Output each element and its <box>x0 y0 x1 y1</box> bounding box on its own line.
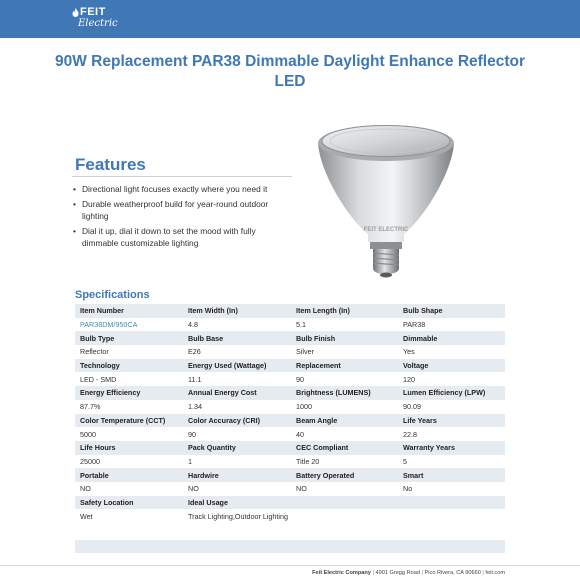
spec-label <box>291 496 398 510</box>
feature-item: • Dial it up, dial it down to set the mood with fully dimmable customizable lighting <box>72 225 292 249</box>
spec-value: Reflector <box>75 345 183 359</box>
spec-value-row <box>75 372 505 386</box>
spec-label: Item Length (In) <box>291 304 398 318</box>
spec-value: 5.1 <box>291 318 398 332</box>
specifications-table <box>75 304 505 553</box>
feature-item: • Durable weatherproof build for year-round outdoor lighting <box>72 198 292 222</box>
spec-value: 1.34 <box>183 400 291 414</box>
spec-value: NO <box>75 482 183 496</box>
item-number-link[interactable]: PAR38DM/950CA <box>75 318 183 332</box>
spec-label: Portable <box>75 468 183 482</box>
spec-value-row <box>75 318 505 332</box>
spec-label-row <box>75 359 505 373</box>
flame-icon <box>72 8 79 17</box>
spec-label-row <box>75 304 505 318</box>
spec-label: Annual Energy Cost <box>183 386 291 400</box>
spec-label: Battery Operated <box>291 468 398 482</box>
spec-value <box>398 509 505 540</box>
spec-value-row <box>75 400 505 414</box>
spec-value: 40 <box>291 427 398 441</box>
spec-value: LED - SMD <box>75 372 183 386</box>
spec-value: 1000 <box>291 400 398 414</box>
spec-label: Technology <box>75 359 183 373</box>
spec-value: PAR38 <box>398 318 505 332</box>
spec-label-row <box>75 441 505 455</box>
spec-label-row <box>75 386 505 400</box>
bulb-brand-mark: FEIT ELECTRIC <box>363 227 409 233</box>
spec-value: 25000 <box>75 455 183 469</box>
product-title: 90W Replacement PAR38 Dimmable Daylight Enhance Reflector LED <box>54 53 526 90</box>
spec-label: Life Hours <box>75 441 183 455</box>
features-heading: Features <box>75 155 146 174</box>
spec-label-row <box>75 414 505 428</box>
spec-value: No <box>398 482 505 496</box>
spec-label: Voltage <box>398 359 505 373</box>
spec-label: Life Years <box>398 414 505 428</box>
spec-value-row <box>75 345 505 359</box>
spec-label: CEC Compliant <box>291 441 398 455</box>
spec-label: Energy Used (Wattage) <box>183 359 291 373</box>
footer-divider <box>0 565 580 566</box>
spec-value: 4.8 <box>183 318 291 332</box>
spec-value <box>291 509 398 540</box>
spec-label: Color Accuracy (CRI) <box>183 414 291 428</box>
spec-value: E26 <box>183 345 291 359</box>
spec-value-row <box>75 509 505 540</box>
spec-label: Bulb Type <box>75 331 183 345</box>
spec-label: Dimmable <box>398 331 505 345</box>
spec-value-row <box>75 482 505 496</box>
footer-company: Feit Electric Company <box>312 570 371 576</box>
spec-value: Track Lighting,Outdoor Lighting <box>183 509 291 540</box>
spec-value: Title 20 <box>291 455 398 469</box>
spec-label: Item Number <box>75 304 183 318</box>
feature-item: • Directional light focuses exactly where you need it <box>72 183 292 195</box>
spec-label: Safety Location <box>75 496 183 510</box>
spec-label: Brightness (LUMENS) <box>291 386 398 400</box>
spec-label: Energy Efficiency <box>75 386 183 400</box>
features-divider <box>72 176 292 177</box>
specifications-heading: Specifications <box>75 289 150 301</box>
spec-label: Bulb Base <box>183 331 291 345</box>
spec-value: 22.8 <box>398 427 505 441</box>
spec-label: Lumen Efficiency (LPW) <box>398 386 505 400</box>
footer-website-link[interactable]: feit.com <box>485 570 505 576</box>
spec-label: Beam Angle <box>291 414 398 428</box>
spec-value-row <box>75 455 505 469</box>
spec-value: 11.1 <box>183 372 291 386</box>
logo-text-feit: FEIT <box>80 6 106 18</box>
spec-label: Pack Quantity <box>183 441 291 455</box>
spec-filler-row <box>75 540 505 553</box>
spec-value: NO <box>291 482 398 496</box>
spec-value: 87.7% <box>75 400 183 414</box>
footer-separator: | <box>372 570 374 576</box>
spec-label-row <box>75 496 505 510</box>
spec-value-row <box>75 427 505 441</box>
spec-value: 90.09 <box>398 400 505 414</box>
spec-value: Yes <box>398 345 505 359</box>
spec-value: Silver <box>291 345 398 359</box>
spec-value: 90 <box>291 372 398 386</box>
feit-logo <box>72 6 132 34</box>
logo-text-electric: Electric <box>78 18 118 29</box>
spec-label: Color Temperature (CCT) <box>75 414 183 428</box>
spec-value: 1 <box>183 455 291 469</box>
spec-label: Item Width (In) <box>183 304 291 318</box>
features-list <box>72 183 292 252</box>
header-band <box>0 0 580 38</box>
spec-value: Wet <box>75 509 183 540</box>
spec-label-row <box>75 468 505 482</box>
spec-label: Bulb Shape <box>398 304 505 318</box>
footer-separator: | <box>421 570 423 576</box>
spec-value: 5 <box>398 455 505 469</box>
spec-label-row <box>75 331 505 345</box>
footer-separator: | <box>482 570 484 576</box>
footer-city: Pico Rivera, CA 90660 <box>424 570 481 576</box>
spec-value: 90 <box>183 427 291 441</box>
spec-label: Smart <box>398 468 505 482</box>
spec-value: 120 <box>398 372 505 386</box>
spec-label <box>398 496 505 510</box>
spec-label: Hardwire <box>183 468 291 482</box>
spec-label: Bulb Finish <box>291 331 398 345</box>
spec-value: 5000 <box>75 427 183 441</box>
par38-bulb-image <box>310 118 462 278</box>
spec-label: Ideal Usage <box>183 496 291 510</box>
spec-value: NO <box>183 482 291 496</box>
footer <box>0 570 505 576</box>
footer-address: 4901 Gregg Road <box>375 570 420 576</box>
spec-label: Warranty Years <box>398 441 505 455</box>
spec-label: Replacement <box>291 359 398 373</box>
